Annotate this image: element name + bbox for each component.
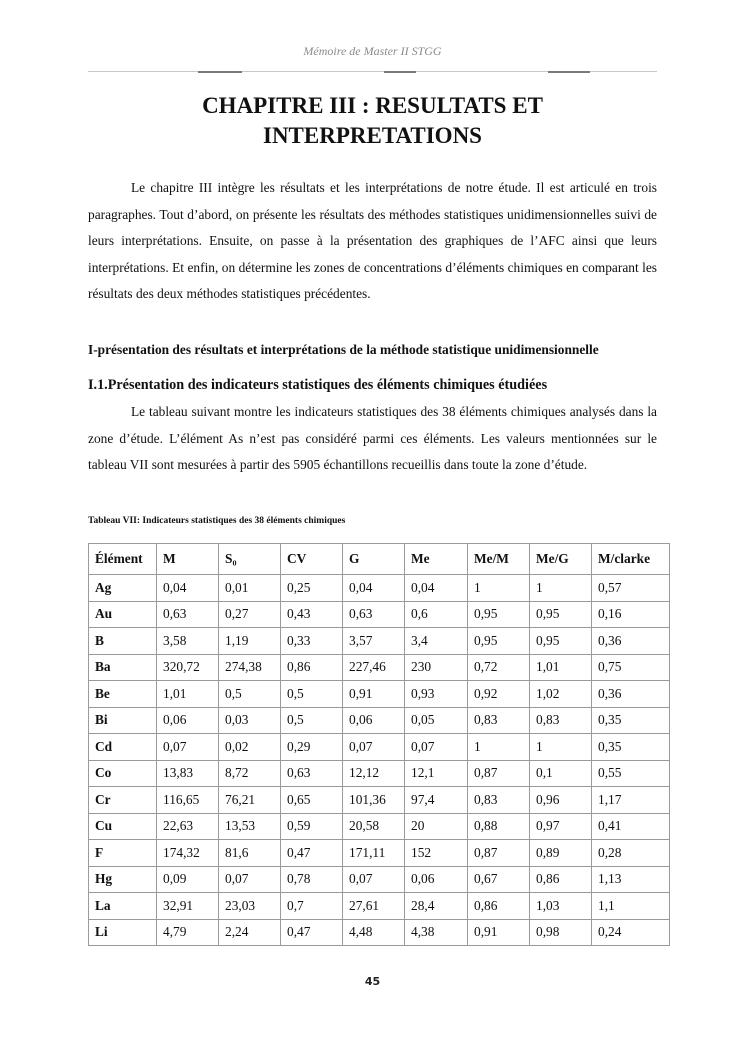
value-cell: 174,32 — [157, 840, 219, 867]
element-cell: Cd — [89, 734, 157, 761]
value-cell: 0,29 — [281, 734, 343, 761]
value-cell: 0,09 — [157, 866, 219, 893]
element-cell: Hg — [89, 866, 157, 893]
value-cell: 0,35 — [592, 707, 670, 734]
column-header: S₀ — [219, 544, 281, 575]
value-cell: 2,24 — [219, 919, 281, 946]
value-cell: 0,65 — [281, 787, 343, 814]
value-cell: 1 — [468, 734, 530, 761]
value-cell: 0,87 — [468, 760, 530, 787]
value-cell: 0,06 — [405, 866, 468, 893]
column-header: Me/G — [530, 544, 592, 575]
value-cell: 3,57 — [343, 628, 405, 655]
value-cell: 227,46 — [343, 654, 405, 681]
value-cell: 0,89 — [530, 840, 592, 867]
value-cell: 0,41 — [592, 813, 670, 840]
intro-paragraph: Le chapitre III intègre les résultats et les interprétations de notre étude. Il est articulé en trois paragraphes. Tout d’abord, on présente les résultats des méthodes statistiques unidimensionnelles suivi de leurs interprétations. Ensuite, on passe à la présentation des graphiques de l’AFC ainsi que leurs interprétations. Et enfin, on détermine les zones de concentrations d’éléments chimiques en comparant les résultats des deux méthodes statistiques précédentes. — [88, 180, 657, 302]
value-cell: 0,78 — [281, 866, 343, 893]
table-header-row — [89, 544, 670, 575]
chapter-title-line-1: CHAPITRE III : RESULTATS ET — [202, 93, 543, 118]
value-cell: 0,87 — [468, 840, 530, 867]
value-cell: 23,03 — [219, 893, 281, 920]
value-cell: 1 — [530, 734, 592, 761]
value-cell: 32,91 — [157, 893, 219, 920]
table-row — [89, 734, 670, 761]
value-cell: 274,38 — [219, 654, 281, 681]
value-cell: 1,03 — [530, 893, 592, 920]
table-caption: Tableau VII: Indicateurs statistiques des 38 éléments chimiques — [88, 516, 346, 526]
value-cell: 0,75 — [592, 654, 670, 681]
value-cell: 1,02 — [530, 681, 592, 708]
value-cell: 0,25 — [281, 575, 343, 602]
value-cell: 4,38 — [405, 919, 468, 946]
value-cell: 230 — [405, 654, 468, 681]
value-cell: 0,07 — [405, 734, 468, 761]
value-cell: 171,11 — [343, 840, 405, 867]
value-cell: 0,47 — [281, 840, 343, 867]
value-cell: 1 — [468, 575, 530, 602]
value-cell: 320,72 — [157, 654, 219, 681]
value-cell: 4,79 — [157, 919, 219, 946]
element-cell: Be — [89, 681, 157, 708]
value-cell: 0,92 — [468, 681, 530, 708]
value-cell: 0,03 — [219, 707, 281, 734]
value-cell: 0,04 — [343, 575, 405, 602]
value-cell: 116,65 — [157, 787, 219, 814]
value-cell: 0,72 — [468, 654, 530, 681]
table-row — [89, 628, 670, 655]
value-cell: 8,72 — [219, 760, 281, 787]
value-cell: 0,95 — [530, 601, 592, 628]
table-row — [89, 787, 670, 814]
value-cell: 3,4 — [405, 628, 468, 655]
column-header: Me/M — [468, 544, 530, 575]
value-cell: 0,36 — [592, 681, 670, 708]
subsection-heading: I.1.Présentation des indicateurs statistiques des éléments chimiques étudiées — [88, 377, 548, 393]
value-cell: 0,27 — [219, 601, 281, 628]
column-header: G — [343, 544, 405, 575]
value-cell: 12,1 — [405, 760, 468, 787]
chapter-title-line-2: INTERPRETATIONS — [263, 123, 482, 148]
value-cell: 0,1 — [530, 760, 592, 787]
table-row — [89, 840, 670, 867]
element-cell: Ba — [89, 654, 157, 681]
value-cell: 13,53 — [219, 813, 281, 840]
column-header: CV — [281, 544, 343, 575]
value-cell: 1,17 — [592, 787, 670, 814]
value-cell: 12,12 — [343, 760, 405, 787]
value-cell: 0,04 — [405, 575, 468, 602]
value-cell: 0,59 — [281, 813, 343, 840]
value-cell: 0,95 — [468, 601, 530, 628]
table-row — [89, 919, 670, 946]
section-heading: I-présentation des résultats et interprétations de la méthode statistique unidimensionnelle — [88, 342, 599, 357]
value-cell: 0,86 — [530, 866, 592, 893]
value-cell: 0,06 — [157, 707, 219, 734]
value-cell: 0,7 — [281, 893, 343, 920]
value-cell: 0,97 — [530, 813, 592, 840]
value-cell: 3,58 — [157, 628, 219, 655]
value-cell: 0,47 — [281, 919, 343, 946]
value-cell: 0,5 — [219, 681, 281, 708]
value-cell: 0,5 — [281, 707, 343, 734]
element-cell: Au — [89, 601, 157, 628]
value-cell: 0,28 — [592, 840, 670, 867]
table-row — [89, 866, 670, 893]
table-intro-paragraph: Le tableau suivant montre les indicateurs statistiques des 38 éléments chimiques analysés dans la zone d’étude. L’élément As n’est pas considéré parmi ces éléments. Les valeurs mentionnées sur le tableau VII sont mesurées à partir des 5905 échantillons recueillis dans toute la zone d’étude. — [88, 404, 657, 473]
value-cell: 76,21 — [219, 787, 281, 814]
table-row — [89, 893, 670, 920]
element-cell: Co — [89, 760, 157, 787]
value-cell: 0,83 — [468, 707, 530, 734]
value-cell: 1,1 — [592, 893, 670, 920]
value-cell: 0,95 — [468, 628, 530, 655]
column-header: M/clarke — [592, 544, 670, 575]
value-cell: 28,4 — [405, 893, 468, 920]
value-cell: 0,05 — [405, 707, 468, 734]
value-cell: 0,63 — [157, 601, 219, 628]
table-row — [89, 654, 670, 681]
value-cell: 0,96 — [530, 787, 592, 814]
header-rule-accent — [548, 71, 590, 73]
header-rule-accent — [198, 71, 242, 73]
table-row — [89, 707, 670, 734]
value-cell: 97,4 — [405, 787, 468, 814]
column-header: Élément — [89, 544, 157, 575]
value-cell: 1,13 — [592, 866, 670, 893]
element-cell: Cr — [89, 787, 157, 814]
element-cell: B — [89, 628, 157, 655]
value-cell: 0,93 — [405, 681, 468, 708]
value-cell: 0,02 — [219, 734, 281, 761]
table-row — [89, 813, 670, 840]
value-cell: 0,07 — [157, 734, 219, 761]
value-cell: 1,01 — [157, 681, 219, 708]
value-cell: 0,67 — [468, 866, 530, 893]
element-cell: F — [89, 840, 157, 867]
value-cell: 0,33 — [281, 628, 343, 655]
value-cell: 0,07 — [343, 734, 405, 761]
value-cell: 1 — [530, 575, 592, 602]
value-cell: 0,86 — [281, 654, 343, 681]
value-cell: 0,16 — [592, 601, 670, 628]
element-cell: Cu — [89, 813, 157, 840]
value-cell: 20 — [405, 813, 468, 840]
table-row — [89, 601, 670, 628]
header-rule-accent — [384, 71, 416, 73]
value-cell: 1,19 — [219, 628, 281, 655]
value-cell: 0,43 — [281, 601, 343, 628]
table-row — [89, 760, 670, 787]
value-cell: 0,04 — [157, 575, 219, 602]
value-cell: 0,63 — [281, 760, 343, 787]
element-cell: Li — [89, 919, 157, 946]
value-cell: 0,6 — [405, 601, 468, 628]
value-cell: 0,91 — [343, 681, 405, 708]
column-header: M — [157, 544, 219, 575]
value-cell: 0,83 — [468, 787, 530, 814]
value-cell: 13,83 — [157, 760, 219, 787]
element-cell: La — [89, 893, 157, 920]
value-cell: 0,63 — [343, 601, 405, 628]
value-cell: 0,35 — [592, 734, 670, 761]
value-cell: 4,48 — [343, 919, 405, 946]
value-cell: 101,36 — [343, 787, 405, 814]
column-header: Me — [405, 544, 468, 575]
running-header: Mémoire de Master II STGG — [303, 44, 442, 58]
table-row — [89, 575, 670, 602]
statistics-table — [88, 543, 670, 946]
value-cell: 0,83 — [530, 707, 592, 734]
value-cell: 1,01 — [530, 654, 592, 681]
value-cell: 0,36 — [592, 628, 670, 655]
element-cell: Ag — [89, 575, 157, 602]
value-cell: 0,95 — [530, 628, 592, 655]
page-number: 45 — [364, 975, 381, 988]
value-cell: 0,55 — [592, 760, 670, 787]
value-cell: 20,58 — [343, 813, 405, 840]
value-cell: 0,24 — [592, 919, 670, 946]
value-cell: 0,57 — [592, 575, 670, 602]
value-cell: 152 — [405, 840, 468, 867]
value-cell: 0,01 — [219, 575, 281, 602]
value-cell: 0,07 — [343, 866, 405, 893]
value-cell: 0,91 — [468, 919, 530, 946]
value-cell: 0,88 — [468, 813, 530, 840]
value-cell: 0,5 — [281, 681, 343, 708]
element-cell: Bi — [89, 707, 157, 734]
value-cell: 0,07 — [219, 866, 281, 893]
chapter-title — [88, 91, 657, 151]
value-cell: 81,6 — [219, 840, 281, 867]
value-cell: 0,06 — [343, 707, 405, 734]
value-cell: 0,98 — [530, 919, 592, 946]
value-cell: 0,86 — [468, 893, 530, 920]
value-cell: 27,61 — [343, 893, 405, 920]
table-row — [89, 681, 670, 708]
value-cell: 22,63 — [157, 813, 219, 840]
